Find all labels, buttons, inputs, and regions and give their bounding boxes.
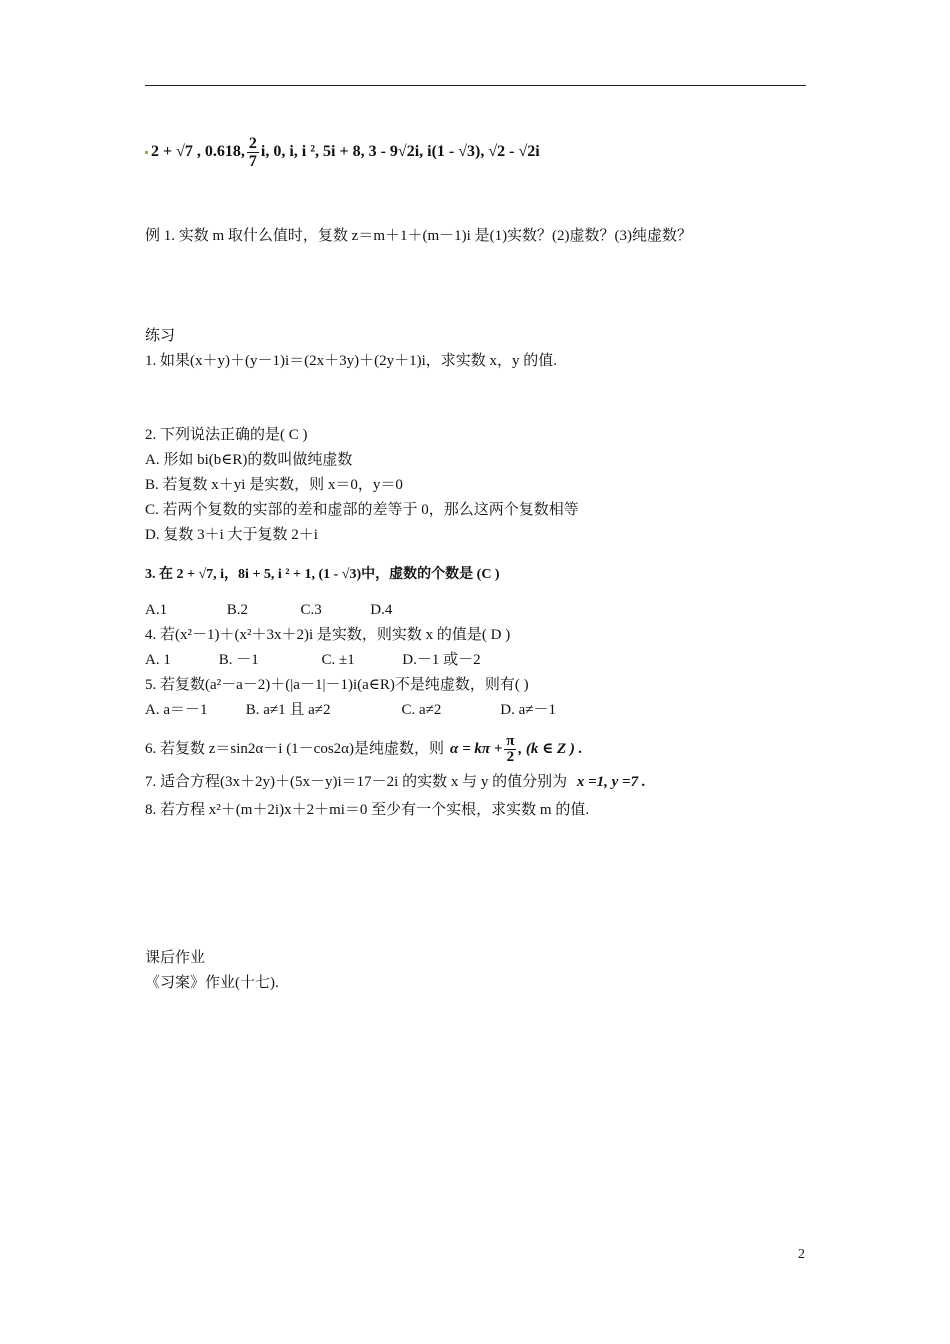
question-6-answer-b: , (k ∈ Z ) . [518,741,583,757]
question-4-options [145,650,481,670]
pi-over-two-fraction [504,734,516,765]
question-1: 1. 如果(x＋y)＋(y－1)i＝(2x＋3y)＋(2y＋1)i，求实数 x，y 的值. [145,353,558,369]
question-2: 2. 下列说法正确的是( C ) [145,427,308,443]
question-5-option-d: D. a≠－1 [500,702,556,718]
question-4: 4. 若(x²－1)＋(x²＋3x＋2)i 是实数，则实数 x 的值是( D ) [145,627,511,643]
question-2-option-b: B. 若复数 x＋yi 是实数，则 x＝0，y＝0 [145,477,403,493]
question-6 [145,732,582,766]
question-2-option-d: D. 复数 3＋i 大于复数 2＋i [145,527,318,543]
practice-heading: 练习 [145,328,176,344]
question-6-text: 6. 若复数 z＝sin2α－i (1－cos2α)是纯虚数，则 [145,741,445,757]
pi-numerator: π [506,732,515,749]
example-1: 例 1. 实数 m 取什么值时，复数 z＝m＋1＋(m－1)i 是(1)实数？(2)虚数？(3)纯虚数？ [145,228,693,244]
question-3-option-d: D.4 [370,602,393,618]
question-7-answer: x =1, y =7 . [576,774,646,790]
question-5: 5. 若复数(a²－a－2)＋(|a－1|－1)i(a∈R)不是纯虚数，则有( ) [145,677,529,693]
question-3-options [145,600,392,620]
question-3-option-a: A.1 [145,602,168,618]
question-5-option-a: A. a＝－1 [145,702,208,718]
question-5-option-c: C. a≠2 [401,702,442,718]
question-3-option-c: C.3 [300,602,322,618]
question-4-option-d: D.－1 或－2 [402,652,481,668]
numbers-part2: i, 0, i, i ², 5i + 8, 3 - 9√2i, i(1 - √3), √2 - √2i [260,143,540,160]
question-2-option-c: C. 若两个复数的实部的差和虚部的差等于 0，那么这两个复数相等 [145,502,579,518]
question-2-option-a: A. 形如 bi(b∈R)的数叫做纯虚数 [145,452,353,468]
question-4-option-a: A. 1 [145,652,171,668]
pi-denominator: 2 [506,748,515,765]
bullet-dot [145,151,148,154]
question-7-text: 7. 适合方程(3x＋2y)＋(5x－y)i＝17－2i 的实数 x 与 y 的值分别为 [145,774,568,790]
number-set-line [145,132,540,172]
page-number: 2 [798,1247,805,1262]
question-5-option-b: B. a≠1 且 a≠2 [245,702,331,718]
question-5-options [145,700,556,720]
question-4-option-b: B. －1 [218,652,259,668]
question-4-option-c: C. ±1 [321,652,355,668]
question-6-answer-a: α = kπ + [450,741,503,757]
question-8: 8. 若方程 x²＋(m＋2i)x＋2＋mi＝0 至少有一个实根，求实数 m 的值. [145,802,590,818]
homework-heading: 课后作业 [145,950,206,966]
question-7 [145,772,646,792]
numbers-part1: 2 + √7 , 0.618, [151,143,245,160]
fraction-numerator: 2 [248,134,257,152]
header-rule [145,85,806,86]
question-3: 3. 在 2 + √7, i，8i + 5, i ² + 1, (1 - √3)中，虚数的个数是 (C ) [145,567,500,582]
fraction-denominator: 7 [248,152,257,170]
homework-text: 《习案》作业(十七). [145,975,279,991]
question-3-option-b: B.2 [226,602,249,618]
fraction-two-sevenths [247,135,259,170]
